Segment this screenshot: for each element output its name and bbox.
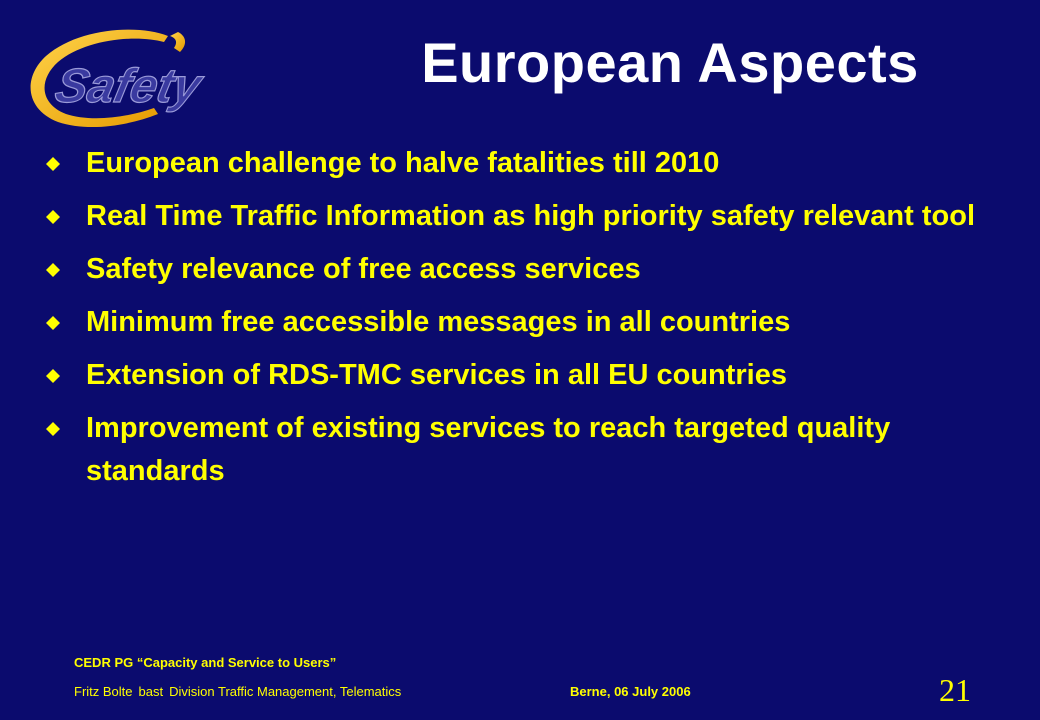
footer-author-line	[74, 684, 401, 700]
footer-division: Division Traffic Management, Telematics	[169, 684, 402, 699]
bullet-text: Improvement of existing services to reach targeted quality standards	[86, 412, 891, 487]
bullet-item	[40, 301, 1020, 344]
footer-date: Berne, 06 July 2006	[570, 684, 691, 699]
safety-logo	[18, 22, 268, 134]
footer-institute: bast	[138, 684, 164, 699]
diamond-bullet-icon	[46, 157, 60, 171]
logo-text: Safety	[50, 59, 207, 113]
bullet-item	[40, 195, 1020, 238]
bullet-item	[40, 407, 1020, 493]
diamond-bullet-icon	[46, 369, 60, 383]
diamond-bullet-icon	[46, 316, 60, 330]
diamond-bullet-icon	[46, 210, 60, 224]
footer-organization: CEDR PG “Capacity and Service to Users”	[74, 655, 337, 670]
bullet-text: Extension of RDS-TMC services in all EU countries	[86, 359, 787, 391]
bullet-text: Minimum free accessible messages in all countries	[86, 306, 791, 338]
diamond-bullet-icon	[46, 263, 60, 277]
bullet-item	[40, 354, 1020, 397]
page-number: 21	[939, 672, 971, 708]
bullet-text: Safety relevance of free access services	[86, 253, 641, 285]
bullet-list	[40, 142, 1020, 503]
bullet-text: European challenge to halve fatalities till 2010	[86, 147, 720, 179]
bullet-text: Real Time Traffic Information as high priority safety relevant tool	[86, 200, 976, 232]
bullet-item	[40, 248, 1020, 291]
bullet-item	[40, 142, 1020, 185]
slide-title: European Aspects	[421, 31, 919, 94]
footer-author: Fritz Bolte	[74, 684, 133, 699]
diamond-bullet-icon	[46, 422, 60, 436]
